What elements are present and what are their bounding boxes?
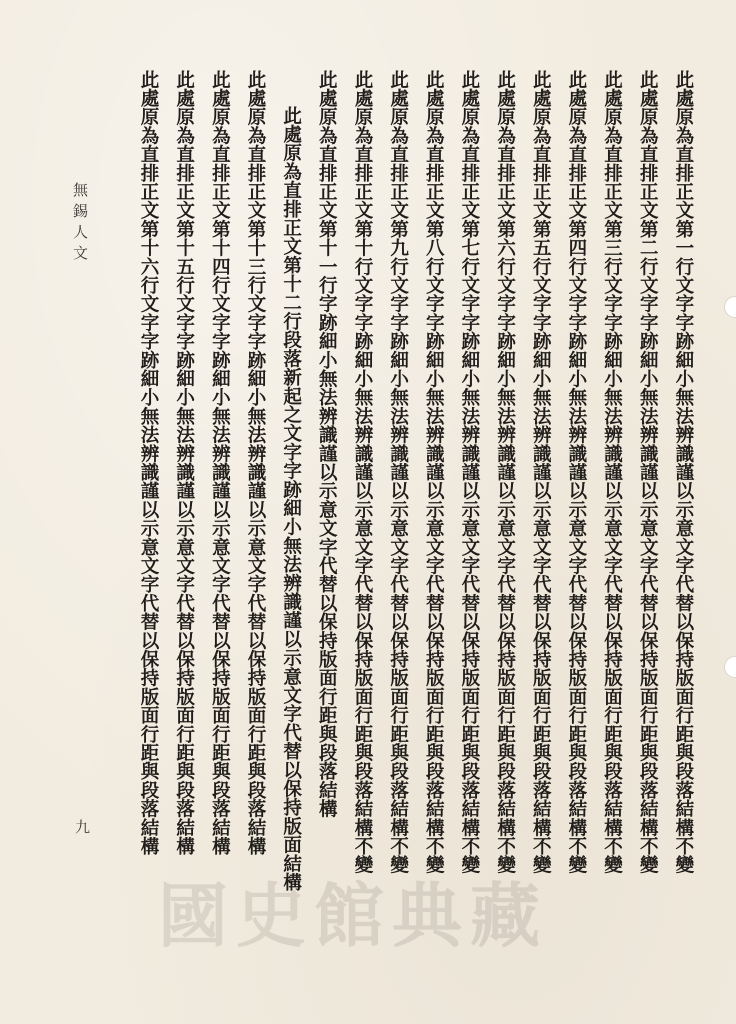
text-column: 此處原為直排正文第二行文字字跡細小無法辨識謹以示意文字代替以保持版面行距與段落結構不變 [637, 70, 659, 875]
text-column: 此處原為直排正文第十四行文字字跡細小無法辨識謹以示意文字代替以保持版面行距與段落結構 [209, 70, 231, 856]
text-column: 此處原為直排正文第十六行文字字跡細小無法辨識謹以示意文字代替以保持版面行距與段落結構 [138, 70, 159, 856]
text-column: 此處原為直排正文第四行文字字跡細小無法辨識謹以示意文字代替以保持版面行距與段落結構不變 [565, 70, 587, 875]
text-column: 此處原為直排正文第十五行文字字跡細小無法辨識謹以示意文字代替以保持版面行距與段落結構 [173, 70, 195, 856]
text-column: 此處原為直排正文第三行文字字跡細小無法辨識謹以示意文字代替以保持版面行距與段落結構不變 [601, 70, 623, 875]
text-column: 此處原為直排正文第十一行字跡細小無法辨識謹以示意文字代替以保持版面行距與段落結構 [316, 70, 338, 818]
text-column: 此處原為直排正文第十行文字字跡細小無法辨識謹以示意文字代替以保持版面行距與段落結構不變 [351, 70, 373, 875]
text-column: 此處原為直排正文第一行文字字跡細小無法辨識謹以示意文字代替以保持版面行距與段落結構不變 [672, 70, 694, 875]
archive-watermark: 國史館典藏 [158, 874, 548, 957]
binding-hole-bottom [724, 656, 736, 678]
text-column: 此處原為直排正文第九行文字字跡細小無法辨識謹以示意文字代替以保持版面行距與段落結構不變 [387, 70, 409, 875]
text-column: 此處原為直排正文第十二行段落新起之文字字跡細小無法辨識謹以示意文字代替以保持版面結構 [280, 106, 302, 892]
text-column: 此處原為直排正文第五行文字字跡細小無法辨識謹以示意文字代替以保持版面行距與段落結構不變 [530, 70, 552, 875]
page-number: 九 [75, 818, 91, 836]
text-column: 此處原為直排正文第七行文字字跡細小無法辨識謹以示意文字代替以保持版面行距與段落結構不變 [458, 70, 480, 875]
body-text [136, 70, 696, 960]
binding-hole-top [724, 296, 736, 318]
margin-title: 無錫人文 [71, 182, 89, 266]
text-column: 此處原為直排正文第十三行文字字跡細小無法辨識謹以示意文字代替以保持版面行距與段落結構 [244, 70, 266, 856]
text-column: 此處原為直排正文第六行文字字跡細小無法辨識謹以示意文字代替以保持版面行距與段落結構不變 [494, 70, 516, 875]
text-column: 此處原為直排正文第八行文字字跡細小無法辨識謹以示意文字代替以保持版面行距與段落結構不變 [423, 70, 445, 875]
